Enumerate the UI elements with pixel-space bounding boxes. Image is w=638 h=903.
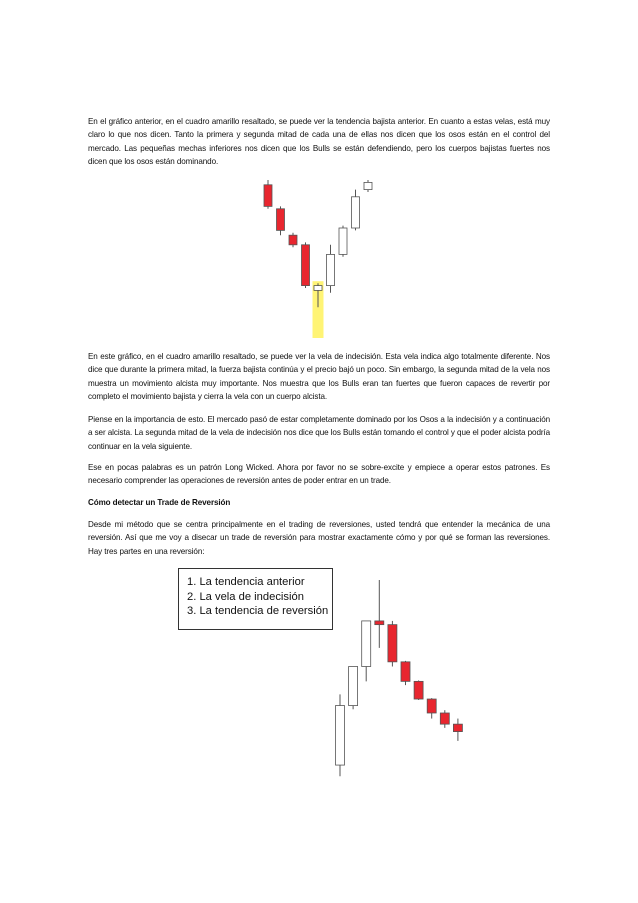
bear-candle <box>453 724 462 731</box>
bear-candle <box>375 621 384 625</box>
paragraph-indecision-candle: En este gráfico, en el cuadro amarillo resaltado, se puede ver la vela de indecisión. Esta vela indica algo totalmente diferente. Nos dice que durante la primera mitad, la fuerza bajista continúa y el precio bajó un poco. Sin embargo, la segunda mitad de la vela nos muestra un movimiento alcista muy importante. Nos muestra que los Bulls eran tan fuertes que fueron capaces de revertir por completo el movimiento bajista y cierra la vela con un cuerpo alcista. <box>88 352 550 402</box>
bear-candle <box>289 235 297 245</box>
bull-candle <box>349 666 358 705</box>
bull-candle <box>339 228 347 254</box>
reversal-parts-box <box>178 568 333 630</box>
paragraph-importance: Piense en la importancia de esto. El mercado pasó de estar completamente dominado por los Osos a la indecisión y a continuación a ser alcista. La segunda mitad de la vela de indecisión nos dice que los Bulls están tomando el control y que el poder alcista podría continuar en la vela siguiente. <box>88 415 550 451</box>
bull-candle <box>364 182 372 189</box>
section-heading: Cómo detectar un Trade de Reversión <box>88 498 231 507</box>
bear-candle <box>302 245 310 286</box>
bull-candle <box>327 254 335 285</box>
bear-candle <box>264 185 272 207</box>
bull-candle <box>352 197 360 228</box>
bear-candle <box>401 662 410 682</box>
bull-candle <box>314 286 322 291</box>
candlestick-chart-reversal <box>330 575 470 790</box>
bear-candle <box>440 713 449 724</box>
bull-candle <box>336 706 345 766</box>
paragraph-previous-trend: En el gráfico anterior, en el cuadro amarillo resaltado, se puede ver la tendencia bajista anterior. En cuanto a estas velas, está muy claro lo que nos dicen. Tanto la primera y segunda mitad de cada una de ellas nos dicen que los osos están en el control del mercado. Las pequeñas mechas inferiores nos dicen que los Bulls se están defendiendo, pero los cuerpos bajistas fuertes nos dicen que los osos están dominando. <box>88 117 550 167</box>
bull-candle <box>362 621 371 667</box>
bear-candle <box>414 681 423 699</box>
candlestick-chart-indecision <box>250 175 380 345</box>
legend-item-indecision-candle: 2. La vela de indecisión <box>187 590 304 603</box>
legend-item-reversal-trend: 3. La tendencia de reversión <box>187 605 329 617</box>
legend-item-previous-trend: 1. La tendencia anterior <box>187 576 305 588</box>
bear-candle <box>277 209 285 231</box>
paragraph-reversal-method: Desde mi método que se centra principalmente en el trading de reversiones, usted tendrá que entender la mecánica de una reversión. Así que me voy a disecar un trade de reversión para mostrar exactamente cómo y por qué se forman las reversiones. Hay tres partes en una reversión: <box>88 520 550 556</box>
paragraph-long-wicked: Ese en pocas palabras es un patrón Long Wicked. Ahora por favor no se sobre-excite y empiece a operar estos patrones. Es necesario comprender las operaciones de reversión antes de poder entrar en un trade. <box>88 463 550 486</box>
bear-candle <box>388 625 397 662</box>
bear-candle <box>427 699 436 713</box>
